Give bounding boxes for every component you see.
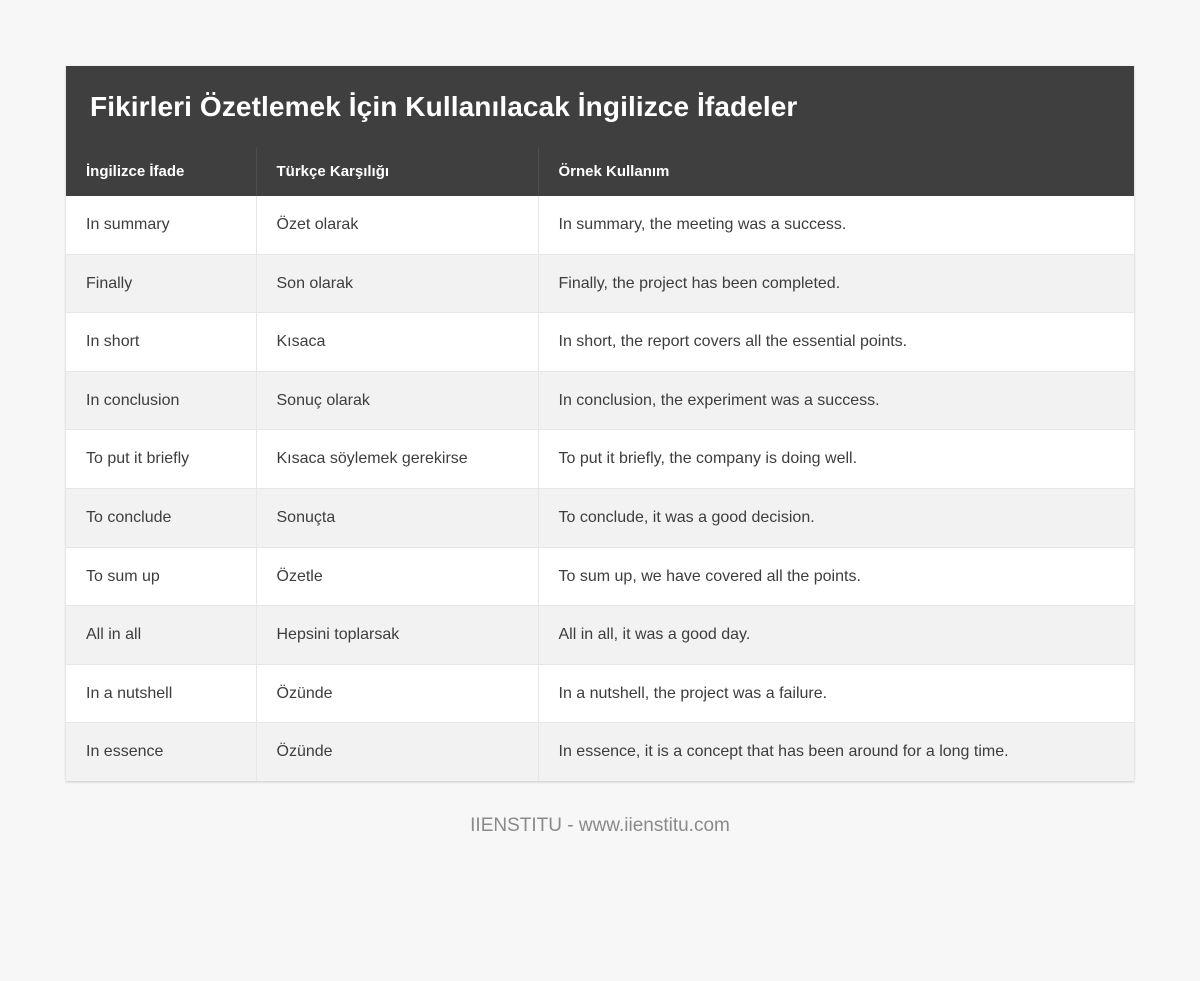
- cell-turkish: Özetle: [256, 547, 538, 606]
- phrases-table: [66, 147, 1134, 781]
- cell-turkish: Özet olarak: [256, 196, 538, 254]
- cell-turkish: Son olarak: [256, 254, 538, 313]
- table-row: [66, 430, 1134, 489]
- cell-example: To put it briefly, the company is doing well.: [538, 430, 1134, 489]
- table-header-row: [66, 147, 1134, 196]
- cell-english: In essence: [66, 723, 256, 781]
- cell-turkish: Özünde: [256, 723, 538, 781]
- table-row: [66, 313, 1134, 372]
- cell-turkish: Hepsini toplarsak: [256, 606, 538, 665]
- cell-example: In essence, it is a concept that has been around for a long time.: [538, 723, 1134, 781]
- cell-english: In a nutshell: [66, 664, 256, 723]
- cell-example: Finally, the project has been completed.: [538, 254, 1134, 313]
- table-row: [66, 488, 1134, 547]
- cell-english: To put it briefly: [66, 430, 256, 489]
- cell-english: In summary: [66, 196, 256, 254]
- summary-phrases-card: [66, 66, 1134, 781]
- cell-example: In conclusion, the experiment was a success.: [538, 371, 1134, 430]
- table-row: [66, 664, 1134, 723]
- cell-turkish: Sonuçta: [256, 488, 538, 547]
- table-row: [66, 547, 1134, 606]
- column-header-english: İngilizce İfade: [66, 147, 256, 196]
- column-header-example: Örnek Kullanım: [538, 147, 1134, 196]
- cell-english: To sum up: [66, 547, 256, 606]
- cell-english: Finally: [66, 254, 256, 313]
- table-body: [66, 196, 1134, 781]
- cell-turkish: Kısaca söylemek gerekirse: [256, 430, 538, 489]
- cell-turkish: Sonuç olarak: [256, 371, 538, 430]
- cell-turkish: Özünde: [256, 664, 538, 723]
- cell-turkish: Kısaca: [256, 313, 538, 372]
- cell-example: In summary, the meeting was a success.: [538, 196, 1134, 254]
- table-row: [66, 606, 1134, 665]
- table-row: [66, 723, 1134, 781]
- cell-example: All in all, it was a good day.: [538, 606, 1134, 665]
- cell-example: To sum up, we have covered all the points.: [538, 547, 1134, 606]
- table-row: [66, 196, 1134, 254]
- cell-english: To conclude: [66, 488, 256, 547]
- cell-english: In short: [66, 313, 256, 372]
- cell-english: In conclusion: [66, 371, 256, 430]
- column-header-turkish: Türkçe Karşılığı: [256, 147, 538, 196]
- cell-example: In a nutshell, the project was a failure.: [538, 664, 1134, 723]
- cell-english: All in all: [66, 606, 256, 665]
- cell-example: To conclude, it was a good decision.: [538, 488, 1134, 547]
- table-row: [66, 254, 1134, 313]
- footer-attribution: IIENSTITU - www.iienstitu.com: [470, 814, 730, 836]
- cell-example: In short, the report covers all the essential points.: [538, 313, 1134, 372]
- page-title: Fikirleri Özetlemek İçin Kullanılacak İngilizce İfadeler: [66, 66, 1134, 147]
- table-row: [66, 371, 1134, 430]
- table-header: [66, 147, 1134, 196]
